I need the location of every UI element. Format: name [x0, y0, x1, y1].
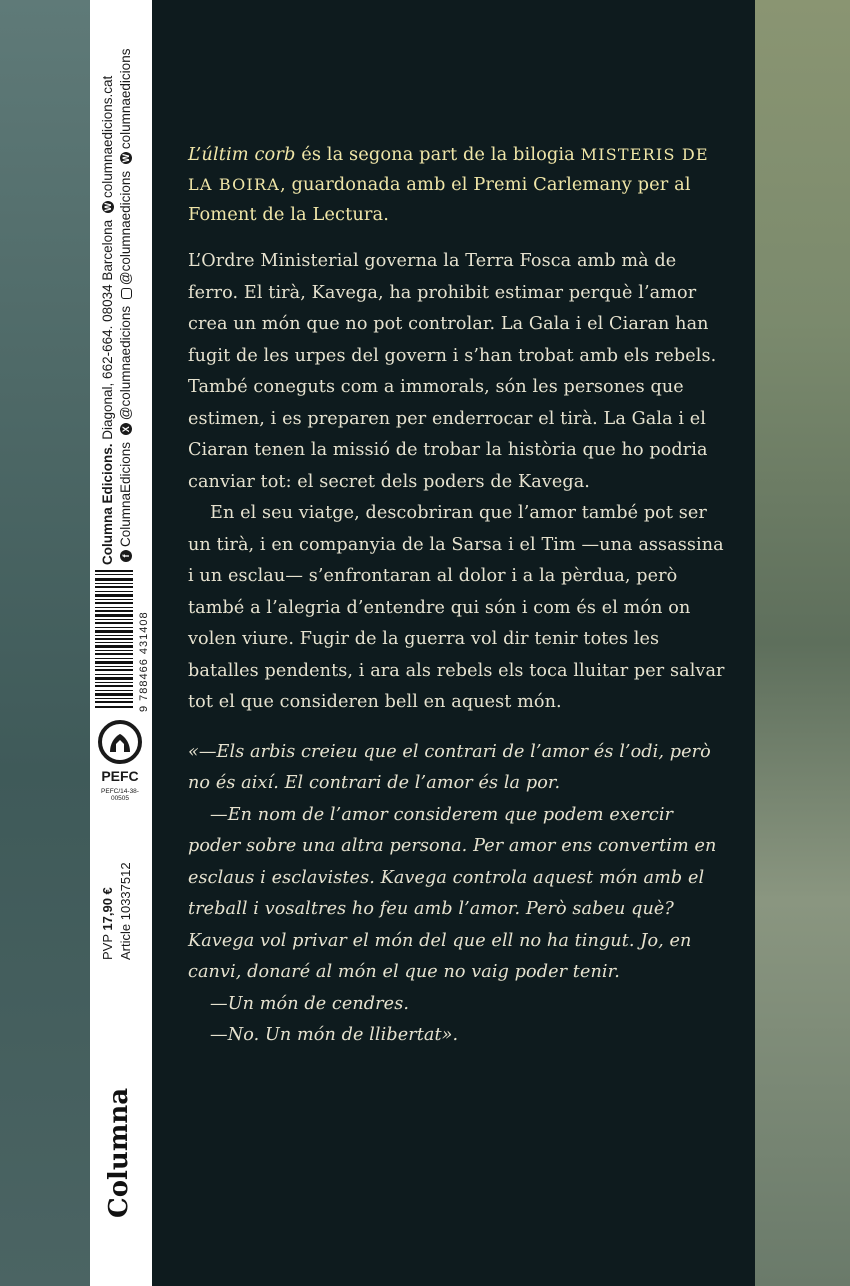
pefc-label: PEFC [101, 768, 139, 784]
website-handle: columnaedicions [118, 48, 133, 150]
facebook-icon: f [120, 550, 132, 562]
website-text: columnaedicions.cat [100, 75, 115, 199]
pefc-code: PEFC/14-38-00505 [101, 788, 139, 802]
quote-block [188, 737, 728, 1052]
body-paragraph-1: L’Ordre Ministerial governa la Terra Fosca amb mà de ferro. El tirà, Kavega, ha prohibit estimar perquè l’amor crea un món que no pot controlar. La Gala i el Ciaran han fugit de les urpes del govern i s’han trobat amb els rebels. També coneguts com a immorals, són les persones que estimen, i es preparen per enderrocar el tirà. La Gala i el Ciaran tenen la missió de trobar la història que ho podria canviar tot: el secret dels poders de Kavega. [188, 251, 717, 492]
publisher-logo: Columna [104, 1087, 134, 1218]
quote-line-1: «—Els arbis creieu que el contrari de l’amor és l’odi, però no és així. El contrari de l’amor és la por. [188, 741, 711, 793]
instagram-icon [121, 288, 132, 299]
w-icon: W [103, 202, 114, 212]
right-background [755, 0, 850, 1286]
blurb-text [188, 140, 728, 1052]
body-paragraph-2: En el seu viatge, descobriran que l’amor també pot ser un tirà, i en companyia de la Sarsa i el Tim —una assassina i un esclau— s’enfrontaran al dolor i a la pèrdua, però també a l’alegria d’entendre qui són i com és el món on volen viure. Fugir de la guerra vol dir tenir totes les batalles pendents, i ara als rebels els toca lluitar per salvar tot el que consideren bell en aquest món. [188, 503, 725, 712]
pefc-tree-icon [98, 720, 142, 764]
x-icon: X [120, 423, 132, 435]
w-icon-2: W [121, 153, 132, 163]
intro-paragraph [188, 140, 728, 230]
publisher-name: Columna Edicions. [100, 443, 115, 565]
publisher-address: Diagonal, 662-664. 08034 Barcelona [100, 219, 115, 444]
pefc-logo [94, 720, 146, 815]
book-title: L’últim corb [188, 144, 296, 165]
left-background [0, 0, 90, 1286]
social-line [118, 49, 133, 565]
facebook-handle: ColumnaEdicions [118, 441, 133, 547]
article-number: Article 10337512 [118, 862, 133, 960]
quote-line-4: —No. Un món de llibertat». [210, 1025, 459, 1045]
price-label: PVP [100, 930, 115, 960]
series-name: MISTERIS DE LA BOIRA [188, 145, 709, 194]
price [100, 887, 115, 960]
publisher-line [100, 76, 115, 565]
intro-text-2: , guardonada amb el Premi Carlemany per al Foment de la Lectura. [188, 174, 691, 225]
intro-text-1: és la segona part de la bilogia [295, 144, 575, 165]
quote-line-2: —En nom de l’amor considerem que podem exercir poder sobre una altra persona. Per amor ens convertim en esclaus i esclavistes. Kavega controla aquest món amb el treball i vosaltres ho feu amb l’amor. Però sabeu què? Kavega vol privar el món del que ell no ha tingut. Jo, en canvi, donaré al món el que no vaig poder tenir. [188, 804, 717, 982]
x-handle: @columnaedicions [118, 305, 133, 421]
instagram-handle: @columnaedicions [118, 170, 133, 286]
quote-line-3: —Un món de cendres. [210, 993, 410, 1014]
barcode-number: 9 788466 431408 [138, 611, 150, 712]
price-value: 17,90 € [100, 887, 115, 931]
